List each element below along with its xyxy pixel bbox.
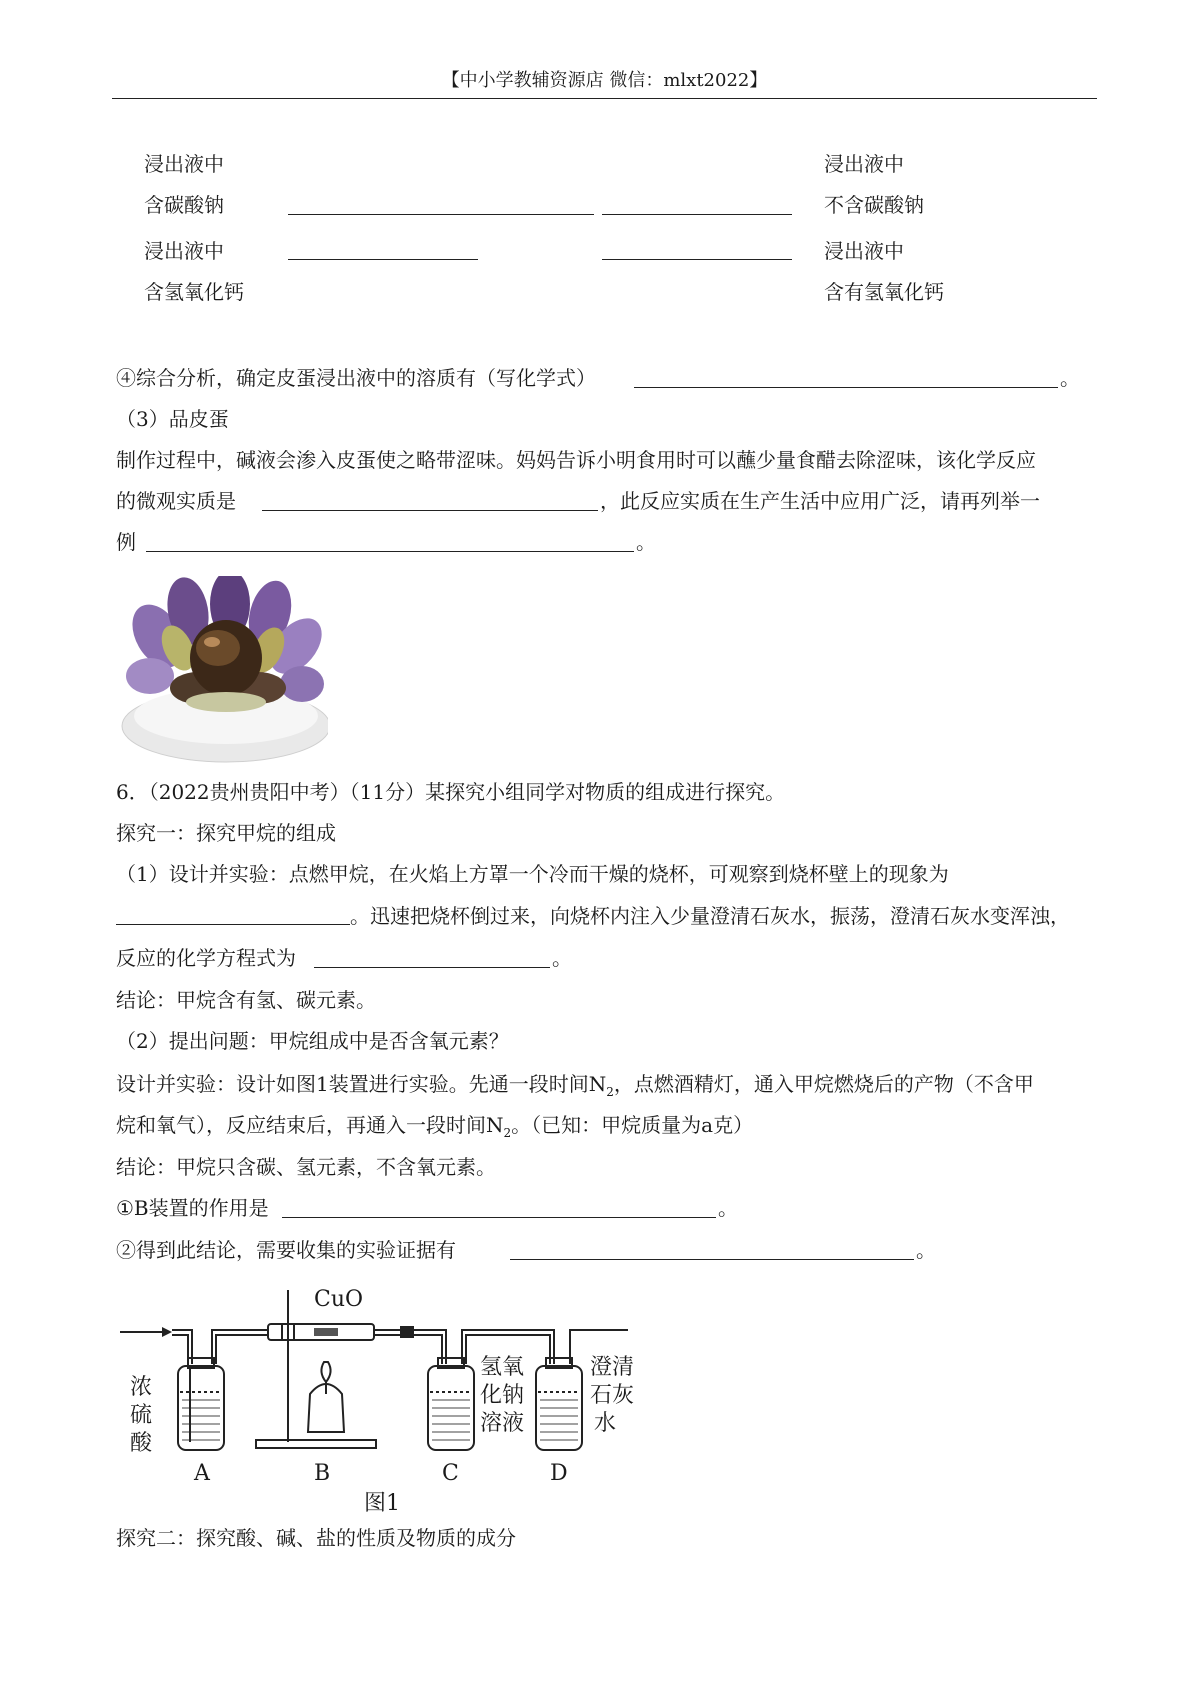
answer-blank[interactable] [510,1259,914,1260]
punctuation: 。 [636,530,656,554]
punctuation: 。 [718,1196,738,1220]
inquiry-1-step2: （2）提出问题：甲烷组成中是否含氧元素？ [116,1029,509,1053]
table-cell-r2-right: 不含碳酸钠 [824,193,924,217]
apparatus-diagram [118,1282,718,1512]
answer-blank[interactable] [146,551,634,552]
answer-blank[interactable] [602,259,792,260]
section-3-line1: 制作过程中，碱液会渗入皮蛋使之略带涩味。妈妈告诉小明食用时可以蘸少量食醋去除涩味，该化学反应 [116,448,1036,472]
section-3-line3a: 例 [116,530,136,554]
bottle-c-reagent-label-2: 化钠 [480,1383,525,1408]
figure-caption: 图1 [364,1491,400,1512]
table-cell-r1-left: 浸出液中 [144,152,224,176]
label-d: D [550,1461,568,1486]
bottle-d-reagent-label-2: 石灰 [590,1383,635,1408]
label-a: A [194,1461,210,1486]
answer-blank[interactable] [314,967,550,968]
table-cell-r3-right: 浸出液中 [824,239,904,263]
table-cell-r4-right: 含有氢氧化钙 [824,280,944,304]
bottle-a-reagent-label-2: 硫 [130,1403,153,1428]
answer-blank[interactable] [602,214,792,215]
table-cell-r1-right: 浸出液中 [824,152,904,176]
answer-blank[interactable] [262,510,598,511]
header-rule [112,98,1097,99]
answer-blank[interactable] [116,924,350,925]
bottle-c-reagent-label-1: 氢氧 [480,1355,525,1380]
label-c: C [442,1461,459,1486]
century-egg-photo [118,576,328,766]
inquiry-1-step1: （1）设计并实验：点燃甲烷，在火焰上方罩一个冷而干燥的烧杯，可观察到烧杯壁上的现象为 [116,862,949,886]
bottle-d-reagent-label-3: 水 [594,1411,617,1436]
label-b: B [314,1461,331,1486]
table-cell-r2-left: 含碳酸钠 [144,193,224,217]
inquiry-1-step1c: 反应的化学方程式为 [116,946,296,970]
punctuation: 。 [916,1238,936,1262]
page-header: 【中小学教辅资源店 微信：mlxt2022】 [441,70,768,91]
answer-blank[interactable] [288,259,478,260]
inquiry-2-title: 探究二：探究酸、碱、盐的性质及物质的成分 [116,1526,516,1550]
table-cell-r3-left: 浸出液中 [144,239,224,263]
bottle-a-reagent-label-1: 浓 [130,1375,153,1400]
answer-blank[interactable] [634,387,1058,388]
section-3-title: （3）品皮蛋 [116,407,229,431]
question-6-part-a: ①B装置的作用是 [116,1196,269,1220]
bottle-d-reagent-label-1: 澄清 [590,1355,635,1380]
punctuation: 。 [1060,366,1080,390]
inquiry-1-step1b: 。迅速把烧杯倒过来，向烧杯内注入少量澄清石灰水，振荡，澄清石灰水变浑浊， [350,904,1070,928]
question-6-part-b: ②得到此结论，需要收集的实验证据有 [116,1238,456,1262]
conclusion-1: 结论：甲烷含有氢、碳元素。 [116,988,376,1012]
question-6-title: 6．（2022贵州贵阳中考）（11分）某探究小组同学对物质的组成进行探究。 [116,780,786,804]
inquiry-1-design-line2: 烷和氧气），反应结束后，再通入一段时间$N_2$。（已知：甲烷质量为a克） [116,1113,754,1140]
answer-blank[interactable] [288,214,594,215]
section-3-line2a: 的微观实质是 [116,489,236,513]
section-3-line2b: ，此反应实质在生产生活中应用广泛，请再列举一 [600,489,1040,513]
inquiry-1-design-line1: 设计并实验：设计如图1装置进行实验。先通一段时间$N_2$，点燃酒精灯，通入甲烷燃烧后的产物（不含甲 [116,1072,1034,1099]
cuo-label: CuO [314,1287,364,1312]
question-4: ④综合分析，确定皮蛋浸出液中的溶质有（写化学式） [116,366,596,390]
bottle-a-reagent-label-3: 酸 [130,1431,153,1456]
table-cell-r4-left: 含氢氧化钙 [144,280,244,304]
conclusion-2: 结论：甲烷只含碳、氢元素，不含氧元素。 [116,1155,496,1179]
punctuation: 。 [552,946,572,970]
bottle-c-reagent-label-3: 溶液 [480,1411,525,1436]
answer-blank[interactable] [282,1217,716,1218]
inquiry-1-title: 探究一：探究甲烷的组成 [116,821,336,845]
